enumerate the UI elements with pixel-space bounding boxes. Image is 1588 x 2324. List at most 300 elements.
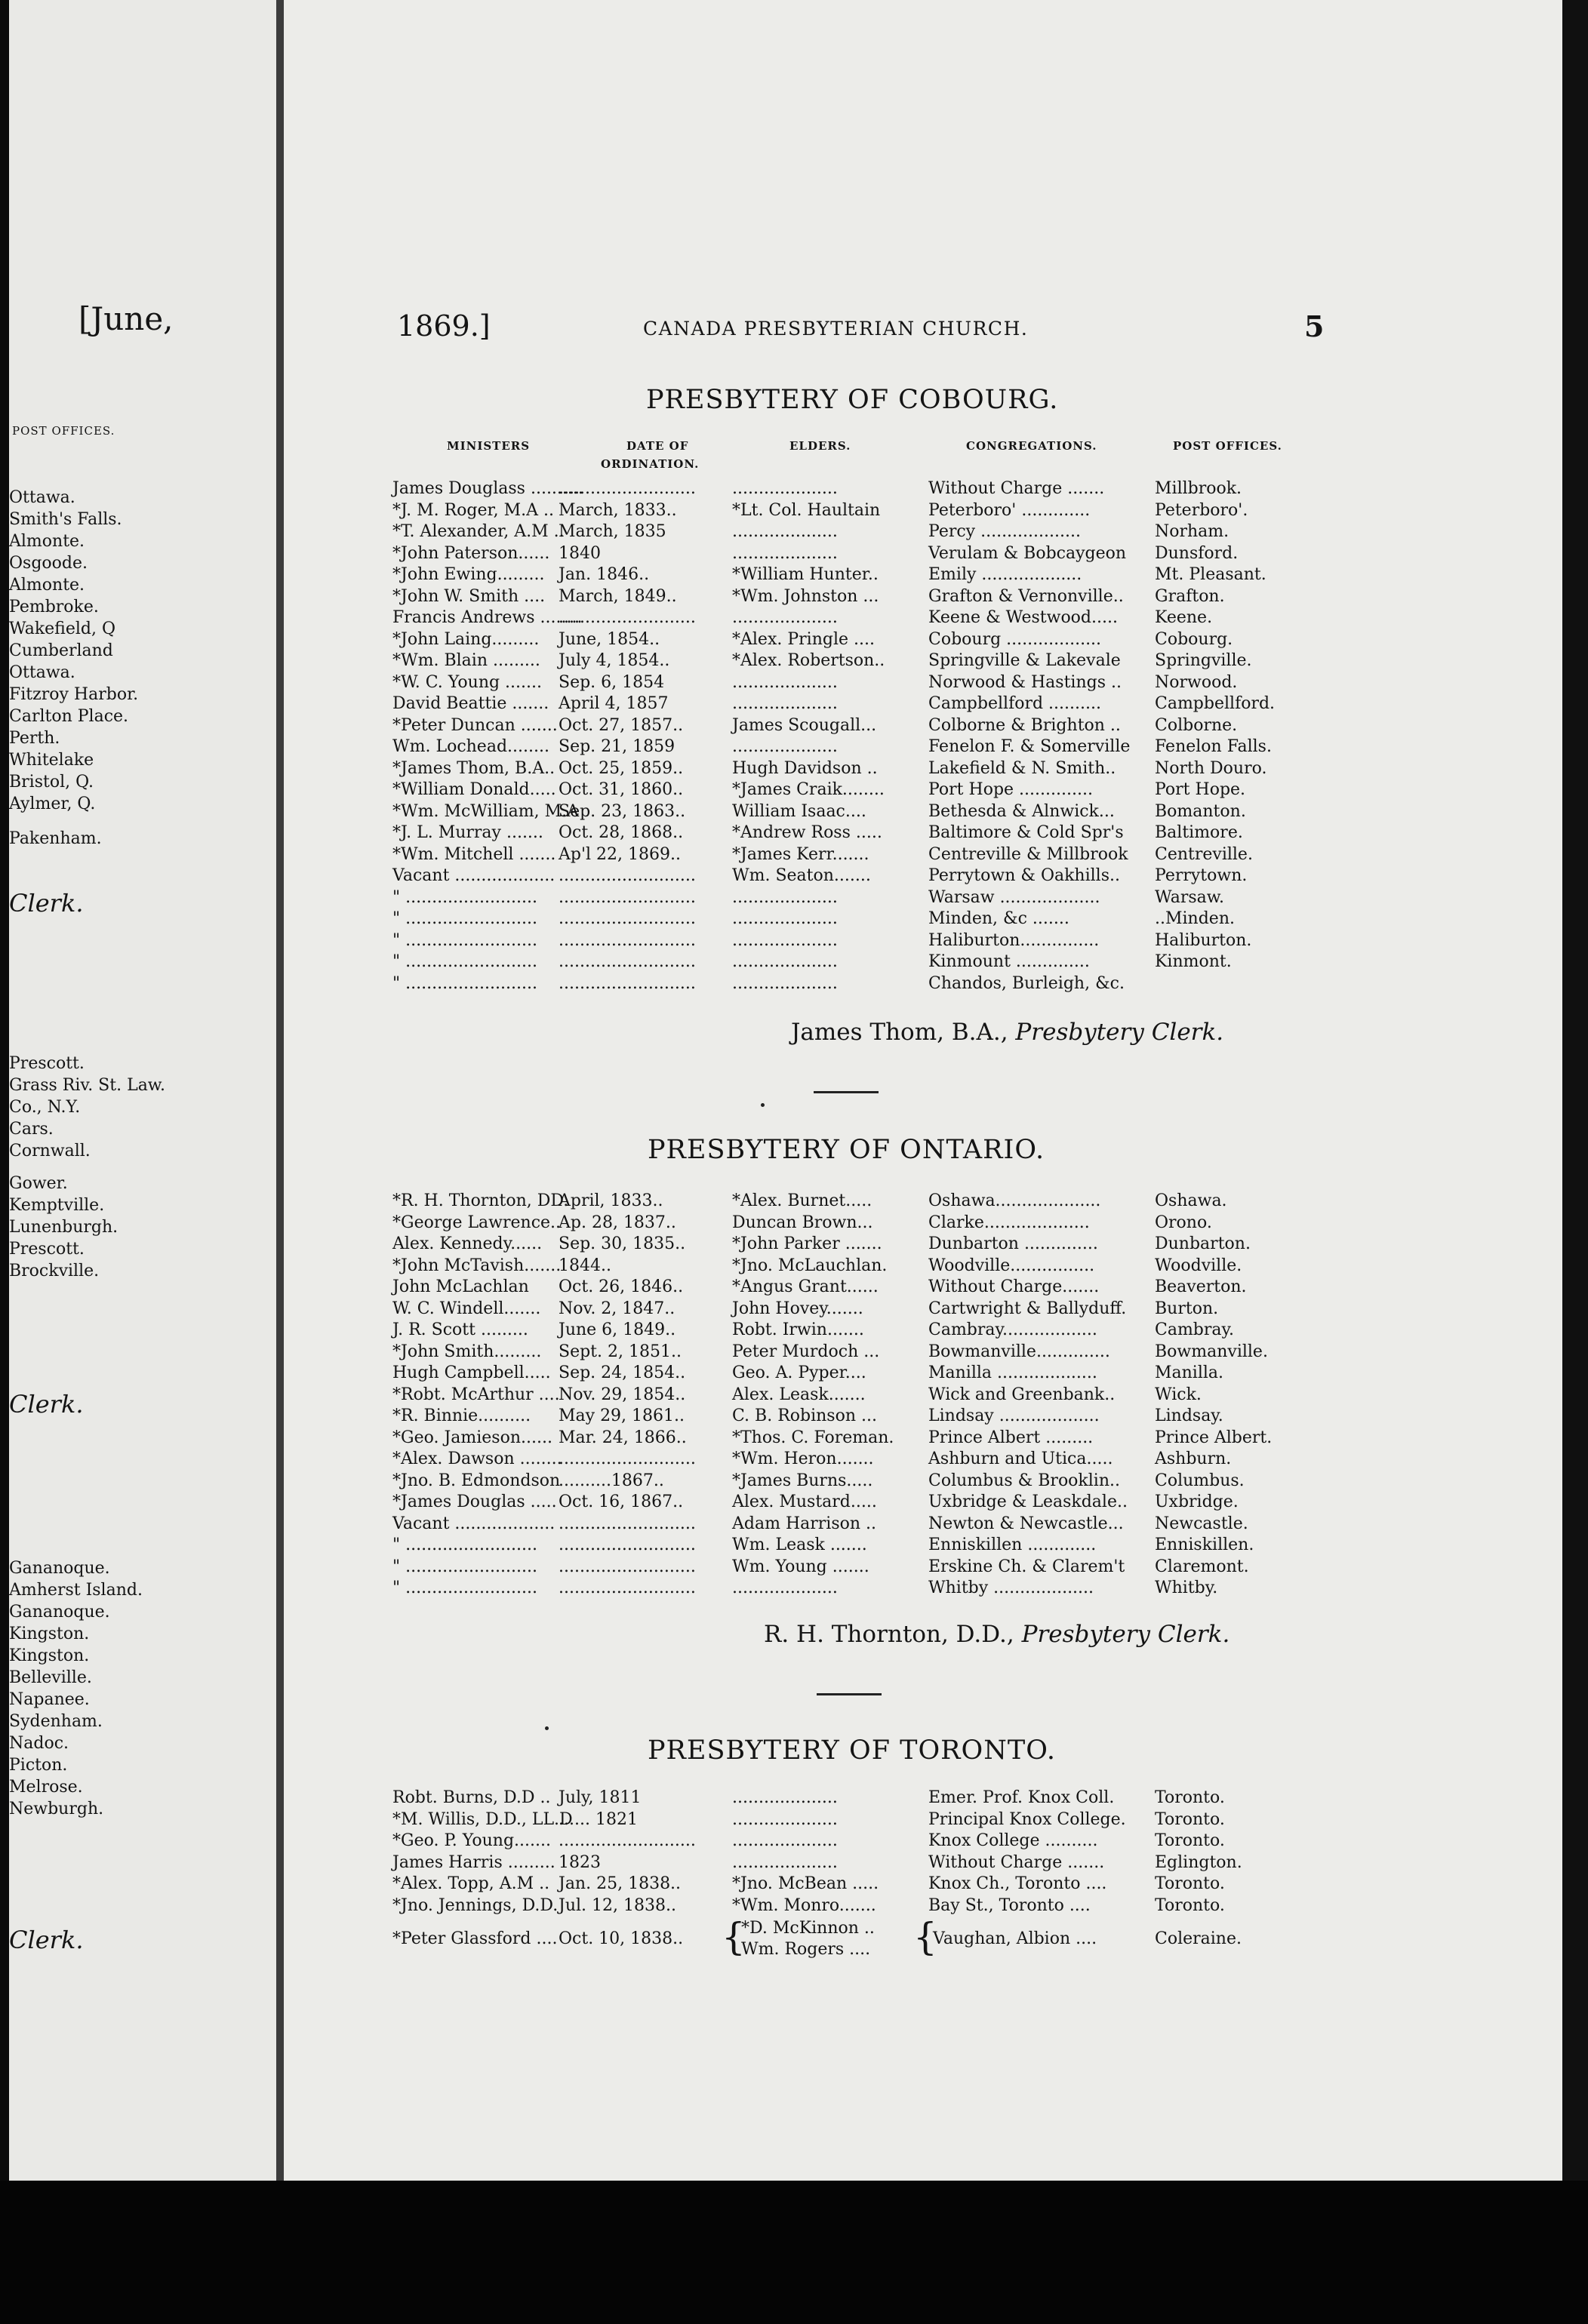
post-office-cell: Cambray.	[1155, 1320, 1235, 1339]
date-cell: March, 1833..	[559, 500, 677, 520]
toronto-table	[392, 1788, 1313, 1917]
date-cell: 1840	[559, 543, 601, 563]
left-entry: Smith's Falls.	[9, 510, 122, 529]
ontario-table	[392, 1191, 1313, 1600]
elder-cell: ....................	[732, 1579, 838, 1597]
minister-cell: David Beattie .......	[392, 694, 549, 713]
minister-cell: James Harris .........	[392, 1852, 555, 1872]
congregation-cell: Cobourg ..................	[928, 629, 1102, 649]
date-cell: Oct. 26, 1846..	[559, 1277, 684, 1296]
post-office-cell: Toronto.	[1155, 1788, 1225, 1807]
post-office-cell: Millbrook.	[1155, 479, 1242, 498]
post-office-cell: Enniskillen.	[1155, 1536, 1254, 1554]
elder-cell: *Jno. McLauchlan.	[732, 1256, 888, 1275]
post-office-cell: Centreville.	[1155, 844, 1253, 864]
table-row	[392, 908, 1313, 930]
congregation-cell: Ashburn and Utica.....	[928, 1449, 1113, 1468]
page-number: 5	[1304, 309, 1325, 343]
date-cell: ..........................	[559, 1449, 696, 1468]
left-entry: Newburgh.	[9, 1800, 104, 1818]
post-office-cell: Cobourg.	[1155, 629, 1233, 649]
post-office-cell: Wick.	[1155, 1385, 1202, 1404]
congregation-cell: Principal Knox College.	[928, 1809, 1126, 1829]
post-office-cell: Springville.	[1155, 651, 1252, 670]
minister-cell: W. C. Windell.......	[392, 1299, 541, 1318]
congregation-cell: Port Hope ..............	[928, 780, 1093, 799]
section-rule	[814, 1091, 879, 1093]
post-office-cell: Toronto.	[1155, 1895, 1225, 1915]
table-row	[392, 801, 1313, 823]
date-cell: April 4, 1857	[559, 694, 669, 713]
elder-cell: ....................	[732, 672, 838, 692]
minister-cell: *Wm. McWilliam, M.A	[392, 801, 580, 821]
elder-cell: Alex. Mustard.....	[732, 1492, 877, 1511]
date-cell: Ap. 28, 1837..	[559, 1213, 676, 1232]
table-row	[392, 1428, 1313, 1449]
congregation-cell: Springville & Lakevale	[928, 651, 1121, 670]
left-entries-c	[9, 1557, 143, 1820]
post-office-cell: Fenelon Falls.	[1155, 737, 1272, 756]
minister-cell: *R. H. Thornton, DD.	[392, 1191, 569, 1210]
post-office-cell: Prince Albert.	[1155, 1428, 1273, 1447]
elder-cell: ....................	[732, 887, 838, 907]
congregation-cell: Knox Ch., Toronto ....	[928, 1874, 1107, 1893]
left-entry: Wakefield, Q	[9, 619, 116, 638]
left-entry: Picton.	[9, 1756, 68, 1775]
minister-cell: *Peter Glassford ....	[392, 1929, 558, 1948]
minister-cell: *Robt. McArthur ....	[392, 1385, 560, 1404]
left-clerk-2: Clerk.	[9, 1390, 84, 1419]
section-rule	[817, 1693, 882, 1695]
congregation-cell: Lindsay ...................	[928, 1406, 1100, 1425]
date-cell: ..........................	[559, 1536, 696, 1554]
left-entry: Kingston.	[9, 1646, 90, 1665]
table-row	[392, 478, 1313, 500]
elder-cell: ....................	[732, 522, 838, 541]
left-entry: Cars.	[9, 1120, 54, 1139]
minister-cell: *Wm. Mitchell .......	[392, 844, 556, 864]
congregation-cell: Clarke....................	[928, 1213, 1090, 1232]
congregation-cell: Wick and Greenbank..	[928, 1385, 1116, 1404]
post-office-cell: Dunsford.	[1155, 543, 1239, 563]
section-title-ontario: PRESBYTERY OF ONTARIO.	[648, 1135, 1045, 1165]
date-cell: June, 1854..	[559, 629, 660, 649]
ontario-clerk	[764, 1621, 1229, 1648]
left-entry: Co., N.Y.	[9, 1098, 81, 1117]
minister-cell: *Wm. Blain .........	[392, 651, 540, 670]
minister-cell: *George Lawrence..	[392, 1213, 562, 1232]
table-row	[392, 1277, 1313, 1299]
left-entry: Whitelake	[9, 751, 94, 770]
minister-cell: " .........................	[392, 1579, 537, 1597]
table-row	[392, 1492, 1313, 1514]
date-cell: Jan. 1846..	[559, 565, 650, 584]
table-row	[392, 1385, 1313, 1406]
elder-cell: Alex. Leask.......	[732, 1385, 866, 1404]
date-cell: Oct. 16, 1867..	[559, 1492, 684, 1511]
left-clerk-1: Clerk.	[9, 889, 84, 918]
left-entry-pakenham: Pakenham.	[9, 829, 102, 848]
elder-cell: *Alex. Burnet.....	[732, 1191, 872, 1210]
table-row	[392, 887, 1313, 909]
elder-cell: ....................	[732, 930, 838, 950]
date-cell: Sep. 6, 1854	[559, 672, 665, 692]
elder-cell: Wm. Leask .......	[732, 1536, 867, 1554]
post-office-cell: Norwood.	[1155, 672, 1238, 692]
table-row	[392, 1557, 1313, 1579]
post-office-cell: Colborne.	[1155, 715, 1238, 735]
minister-cell: *Geo. Jamieson......	[392, 1428, 552, 1447]
section-title-cobourg: PRESBYTERY OF COBOURG.	[646, 385, 1059, 415]
table-row	[392, 951, 1313, 973]
congregation-cell: Warsaw ...................	[928, 887, 1100, 907]
minister-cell: *John McTavish.......	[392, 1256, 562, 1275]
left-entry: Osgoode.	[9, 554, 88, 573]
left-entry: Cumberland	[9, 641, 113, 660]
table-row	[392, 1514, 1313, 1536]
left-entry: Amherst Island.	[9, 1581, 143, 1600]
post-office-cell: Campbellford.	[1155, 694, 1276, 713]
date-cell: Jan. 25, 1838..	[559, 1874, 682, 1893]
date-cell: ..........................	[559, 930, 696, 950]
section-title-toronto: PRESBYTERY OF TORONTO.	[648, 1735, 1056, 1766]
table-row	[392, 1831, 1313, 1852]
date-cell: Oct. 10, 1838..	[559, 1929, 684, 1948]
elder-cell: ....................	[732, 909, 838, 928]
elder-cell: Robt. Irwin.......	[732, 1320, 864, 1339]
table-row	[392, 844, 1313, 866]
post-office-cell: Dunbarton.	[1155, 1234, 1251, 1253]
elder-cell: ....................	[732, 973, 838, 993]
congregation-cell: Lakefield & N. Smith..	[928, 758, 1116, 778]
table-row	[392, 973, 1313, 995]
post-office-cell: Woodville.	[1155, 1256, 1242, 1275]
date-cell: ..........................	[559, 1579, 696, 1597]
left-entries-a	[9, 487, 138, 815]
elder-cell: *Alex. Robertson..	[732, 651, 885, 670]
congregation-cell: Cartwright & Ballyduff.	[928, 1299, 1127, 1318]
scan-border-right	[1562, 0, 1588, 2324]
col-post-offices: POST OFFICES.	[1173, 439, 1282, 453]
left-entry: Fitzroy Harbor.	[9, 685, 139, 704]
minister-cell: *Jno. Jennings, D.D.	[392, 1895, 559, 1915]
elder-cell: ....................	[732, 608, 838, 627]
post-office-cell: Newcastle.	[1155, 1514, 1248, 1533]
congregation-cell: Manilla ...................	[928, 1363, 1097, 1382]
table-row	[392, 1320, 1313, 1342]
cobourg-clerk-name: James Thom, B.A.,	[791, 1019, 1008, 1046]
minister-cell: " .........................	[392, 1557, 537, 1576]
table-row	[392, 693, 1313, 715]
left-entry: Brockville.	[9, 1262, 100, 1280]
table-row	[392, 1535, 1313, 1557]
congregation-cell: Perrytown & Oakhills..	[928, 866, 1120, 885]
left-entry: Grass Riv. St. Law.	[9, 1076, 166, 1095]
left-entry: Perth.	[9, 729, 60, 748]
left-entry: Lunenburgh.	[9, 1218, 118, 1237]
ontario-clerk-name: R. H. Thornton, D.D.,	[764, 1621, 1014, 1648]
minister-cell: *Jno. B. Edmondson	[392, 1471, 561, 1490]
elder-cell: *James Kerr.......	[732, 844, 869, 864]
table-row	[392, 1874, 1313, 1895]
table-row	[392, 543, 1313, 565]
minister-cell: *John Smith.........	[392, 1342, 542, 1361]
date-cell: Oct. 31, 1860..	[559, 780, 684, 799]
congregation-cell: Centreville & Millbrook	[928, 844, 1128, 864]
date-cell: June 6, 1849..	[559, 1320, 676, 1339]
congregation-cell: Without Charge .......	[928, 1852, 1105, 1872]
congregation-cell: Baltimore & Cold Spr's	[928, 823, 1124, 842]
table-row	[392, 1852, 1313, 1874]
post-office-cell: Lindsay.	[1155, 1406, 1223, 1425]
table-row	[392, 1256, 1313, 1277]
congregation-cell: Kinmount ..............	[928, 952, 1090, 971]
minister-cell: " .........................	[392, 1536, 537, 1554]
post-office-cell: North Douro.	[1155, 758, 1267, 778]
date-cell: Oct. 28, 1868..	[559, 823, 684, 842]
post-office-cell: Norham.	[1155, 522, 1229, 541]
post-office-cell: Eglington.	[1155, 1852, 1242, 1872]
table-row	[392, 650, 1313, 672]
date-cell: Sep. 24, 1854..	[559, 1363, 686, 1382]
col-date-2: ORDINATION.	[601, 457, 700, 471]
left-entry: Belleville.	[9, 1668, 92, 1687]
left-entry: Almonte.	[9, 576, 85, 595]
congregation-cell: Emily ...................	[928, 565, 1082, 584]
header-year: 1869.]	[397, 309, 491, 343]
elder-cell: Geo. A. Pyper....	[732, 1363, 866, 1382]
table-row	[392, 1363, 1313, 1385]
elder-cell: Peter Murdoch ...	[732, 1342, 880, 1361]
congregation-cell: Minden, &c .......	[928, 909, 1069, 928]
elder-cell: *Wm. Monro.......	[732, 1895, 876, 1915]
table-row	[392, 1788, 1313, 1809]
table-row	[392, 521, 1313, 543]
congregation-cell: Dunbarton ..............	[928, 1234, 1098, 1253]
left-entry: Prescott.	[9, 1054, 85, 1073]
elder-cell: Adam Harrison ..	[732, 1514, 876, 1533]
congregation-cell: Fenelon F. & Somerville	[928, 737, 1131, 756]
date-cell: May 29, 1861..	[559, 1406, 685, 1425]
date-cell: Oct. 27, 1857..	[559, 715, 684, 735]
congregation-cell: Bowmanville..............	[928, 1342, 1110, 1361]
post-office-cell: Haliburton.	[1155, 930, 1252, 950]
elder-cell: James Scougall...	[732, 715, 877, 735]
post-office-cell: Bomanton.	[1155, 801, 1246, 821]
date-cell: Nov. 2, 1847..	[559, 1299, 676, 1318]
date-cell: Ap'l 22, 1869..	[559, 844, 682, 864]
minister-cell: *Alex. Dawson ........	[392, 1449, 562, 1468]
minister-cell: *James Douglas .....	[392, 1492, 557, 1511]
left-page-header: [June,	[78, 300, 174, 337]
table-row	[392, 629, 1313, 651]
table-row	[392, 930, 1313, 952]
date-cell: ..........................	[559, 608, 696, 627]
left-entry: Gananoque.	[9, 1603, 110, 1622]
table-row	[392, 822, 1313, 844]
congregation-cell: Colborne & Brighton ..	[928, 715, 1121, 735]
minister-cell: Francis Andrews ........	[392, 608, 583, 627]
congregation-cell: Campbellford ..........	[928, 694, 1101, 713]
minister-cell: Alex. Kennedy......	[392, 1234, 543, 1253]
minister-cell: Hugh Campbell.....	[392, 1363, 551, 1382]
date-cell: 1844..	[559, 1256, 611, 1275]
left-entry: Kemptville.	[9, 1196, 105, 1215]
minister-cell: *William Donald.....	[392, 780, 556, 799]
post-office-cell: Perrytown.	[1155, 866, 1248, 885]
table-row	[392, 1342, 1313, 1363]
elder-cell: *James Burns.....	[732, 1471, 873, 1490]
table-row	[392, 1895, 1313, 1917]
elder-cell: *Andrew Ross .....	[732, 823, 882, 842]
left-entry: Bristol, Q.	[9, 773, 94, 792]
post-office-cell: Uxbridge.	[1155, 1492, 1239, 1511]
table-row	[392, 1191, 1313, 1213]
date-cell: ..........................	[559, 1831, 696, 1850]
elder-cell: Wm. Seaton.......	[732, 866, 871, 885]
post-office-cell: Toronto.	[1155, 1809, 1225, 1829]
right-brace-glyph: {	[913, 1915, 937, 1959]
minister-cell: *R. Binnie..........	[392, 1406, 531, 1425]
elder-cell: C. B. Robinson ...	[732, 1406, 877, 1425]
date-cell: July, 1811	[559, 1788, 642, 1807]
left-entry: Carlton Place.	[9, 707, 129, 726]
elder-cell: ....................	[732, 737, 838, 756]
congregation-cell: Oshawa....................	[928, 1191, 1101, 1210]
date-cell: Sep. 21, 1859	[559, 737, 676, 756]
col-date: DATE OF	[626, 439, 689, 453]
minister-cell: " .........................	[392, 973, 537, 993]
congregation-cell: Percy ...................	[928, 522, 1081, 541]
minister-cell: Wm. Lochead........	[392, 737, 549, 756]
table-row	[392, 1299, 1313, 1320]
left-entry: Almonte.	[9, 532, 85, 551]
toronto-last-entry	[392, 1915, 1313, 1960]
elder-cell: *Angus Grant......	[732, 1277, 879, 1296]
left-entry: Aylmer, Q.	[9, 795, 96, 813]
minister-cell: *Peter Duncan .......	[392, 715, 558, 735]
cobourg-clerk	[791, 1019, 1223, 1046]
congregation-cell: Keene & Westwood.....	[928, 608, 1118, 627]
congregation-cell: Columbus & Brooklin..	[928, 1471, 1120, 1490]
table-row	[392, 736, 1313, 758]
left-entry: Pembroke.	[9, 598, 99, 616]
congregation-cell: Bethesda & Alnwick...	[928, 801, 1115, 821]
table-row	[392, 1915, 1313, 1960]
minister-cell: *J. M. Roger, M.A ..	[392, 500, 554, 520]
minister-cell: " .........................	[392, 930, 537, 950]
elder-cell: ....................	[732, 1809, 838, 1829]
table-row	[392, 607, 1313, 629]
ink-speck	[545, 1726, 549, 1730]
post-office-cell: Manilla.	[1155, 1363, 1224, 1382]
left-entry: Ottawa.	[9, 488, 75, 507]
minister-cell: John McLachlan	[392, 1277, 529, 1296]
minister-cell: *John W. Smith ....	[392, 586, 546, 606]
congregation-cell: Grafton & Vernonville..	[928, 586, 1124, 606]
date-cell: 1823	[559, 1852, 601, 1872]
elder-cell: ....................	[732, 952, 838, 971]
left-entry: Gananoque.	[9, 1559, 110, 1578]
elder-cell: *Lt. Col. Haultain	[732, 500, 881, 520]
minister-cell: *James Thom, B.A..	[392, 758, 555, 778]
post-office-cell: Columbus.	[1155, 1471, 1245, 1490]
elder-cell: ....................	[732, 543, 838, 563]
date-cell: ..........................	[559, 479, 696, 498]
post-office-cell: ..Minden.	[1155, 909, 1235, 928]
col-elders: ELDERS.	[789, 439, 851, 453]
congregation-cell: Woodville................	[928, 1256, 1095, 1275]
left-entry: Gower.	[9, 1174, 68, 1193]
date-cell: ..........................	[559, 909, 696, 928]
congregation-cell: Verulam & Bobcaygeon	[928, 543, 1127, 563]
elder-cell: John Hovey.......	[732, 1299, 863, 1318]
left-clerk-3: Clerk.	[9, 1926, 84, 1954]
minister-cell: Robt. Burns, D.D ..	[392, 1788, 551, 1807]
post-office-cell: Orono.	[1155, 1213, 1212, 1232]
minister-cell: " .........................	[392, 887, 537, 907]
minister-cell: *John Laing.........	[392, 629, 540, 649]
post-office-cell: Beaverton.	[1155, 1277, 1247, 1296]
left-entry: Ottawa.	[9, 663, 75, 682]
congregation-cell: Uxbridge & Leaskdale..	[928, 1492, 1128, 1511]
col-congregations: CONGREGATIONS.	[966, 439, 1097, 453]
post-office-cell: Baltimore.	[1155, 823, 1243, 842]
congregation-cell: Whitby ...................	[928, 1579, 1094, 1597]
congregation-cell: Bay St., Toronto ....	[928, 1895, 1091, 1915]
congregation-cell: Peterboro' .............	[928, 500, 1091, 520]
elder-cell: *John Parker .......	[732, 1234, 882, 1253]
ontario-clerk-title: Presbytery Clerk.	[1021, 1621, 1230, 1648]
post-office-cell: Burton.	[1155, 1299, 1219, 1318]
post-office-cell: Claremont.	[1155, 1557, 1249, 1576]
elder-cell: ....................	[732, 1852, 838, 1872]
table-row	[392, 1578, 1313, 1600]
post-office-cell: Warsaw.	[1155, 887, 1224, 907]
date-cell: Jul. 12, 1838..	[559, 1895, 676, 1915]
left-entries-b	[9, 1053, 165, 1282]
congregation-cell: Emer. Prof. Knox Coll.	[928, 1788, 1115, 1807]
date-cell: ..........................	[559, 887, 696, 907]
table-row	[392, 865, 1313, 887]
left-entry: Napanee.	[9, 1690, 90, 1709]
elder-cell: *William Hunter..	[732, 565, 879, 584]
minister-cell: " .........................	[392, 909, 537, 928]
congregation-cell: Prince Albert .........	[928, 1428, 1094, 1447]
cobourg-table	[392, 478, 1313, 994]
left-page-fragment	[0, 0, 276, 2324]
elder-cell: ....................	[732, 479, 838, 498]
left-brace-glyph: {	[722, 1915, 746, 1959]
elder-cell: *Jno. McBean .....	[732, 1874, 879, 1893]
date-cell: ..........................	[559, 1557, 696, 1576]
congregation-cell: Without Charge.......	[928, 1277, 1100, 1296]
left-entry: Sydenham.	[9, 1712, 103, 1731]
elder-cell: *James Craik........	[732, 780, 885, 799]
congregation-cell: Chandos, Burleigh, &c.	[928, 973, 1125, 993]
date-cell: March, 1849..	[559, 586, 677, 606]
post-office-cell: Mt. Pleasant.	[1155, 565, 1266, 584]
date-cell: ..........................	[559, 973, 696, 993]
date-cell: ..........1867..	[559, 1471, 664, 1490]
minister-cell: *M. Willis, D.D., LL.D	[392, 1809, 573, 1829]
elder-cell: ....................	[732, 694, 838, 713]
date-cell: ...... 1821	[559, 1809, 638, 1829]
scan-border-left	[0, 0, 9, 2324]
header-title: CANADA PRESBYTERIAN CHURCH.	[643, 318, 1029, 340]
minister-cell: James Douglass ..........	[392, 479, 583, 498]
elder-cell: Wm. Rogers ....	[741, 1940, 871, 1959]
